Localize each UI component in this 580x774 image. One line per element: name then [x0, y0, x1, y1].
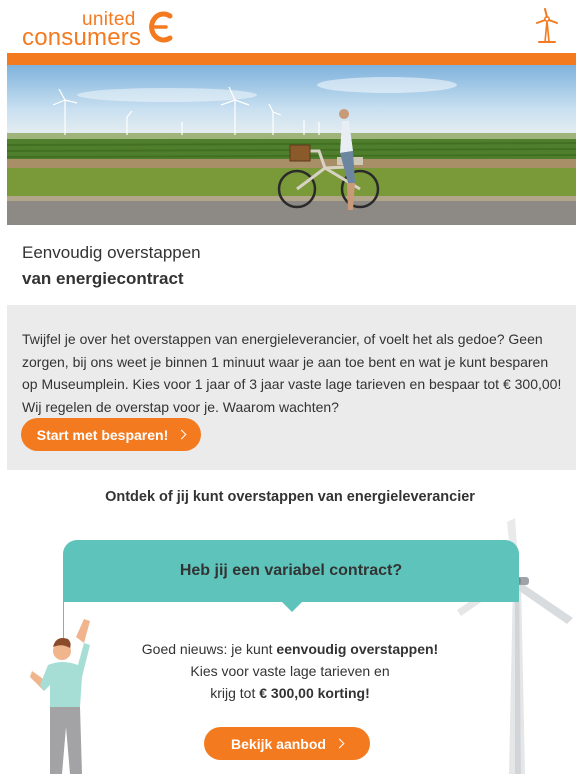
good-news-text [100, 638, 480, 704]
card-title: Heb jij een variabel contract? [179, 562, 403, 579]
united-consumers-logo[interactable] [22, 9, 182, 51]
logo-c-icon [146, 10, 174, 44]
discover-heading: Ontdek of jij kunt overstappen van energieleverancier [105, 489, 475, 505]
wind-turbine-icon [530, 8, 564, 44]
variable-contract-card [63, 540, 519, 602]
waving-person-illustration [24, 615, 104, 774]
chevron-right-icon [177, 430, 187, 440]
good-news-line1-bold: eenvoudig overstappen! [276, 641, 439, 657]
logo-text-united: united [82, 9, 136, 30]
email-header [0, 0, 580, 52]
card-notch [282, 602, 302, 612]
view-offer-label: Bekijk aanbod [231, 735, 326, 752]
hero-image-cyclist-windmills[interactable] [7, 65, 576, 225]
good-news-line3-bold: € 300,00 korting! [259, 685, 370, 701]
logo-text-consumers: consumers [22, 24, 142, 51]
view-offer-button[interactable] [204, 727, 370, 760]
intro-body-text: Twijfel je over het overstappen van energieleverancier, of voelt het als gedoe? Geen zorgen, bij ons weet je binnen 1 minuut waar je aan toe bent en wat je kunt besparen op Museumplein. Kies voor 1 jaar of 3 jaar vaste lage tarieven en bespaar tot € 300,00! Wij regelen de overstap voor je. Waarom wachten? [22, 331, 562, 415]
good-news-line1: Goed nieuws: je kunt [141, 641, 277, 657]
headline-bold: van energiecontract [22, 269, 184, 288]
headline-light: Eenvoudig overstappen [22, 243, 201, 262]
intro-panel [7, 305, 576, 470]
good-news-line3: krijg tot [210, 685, 260, 701]
start-saving-button[interactable] [21, 418, 201, 451]
orange-divider [7, 53, 576, 65]
good-news-line2: Kies voor vaste lage tarieven en [190, 663, 390, 679]
start-saving-label: Start met besparen! [36, 426, 169, 443]
chevron-right-icon [335, 739, 345, 749]
